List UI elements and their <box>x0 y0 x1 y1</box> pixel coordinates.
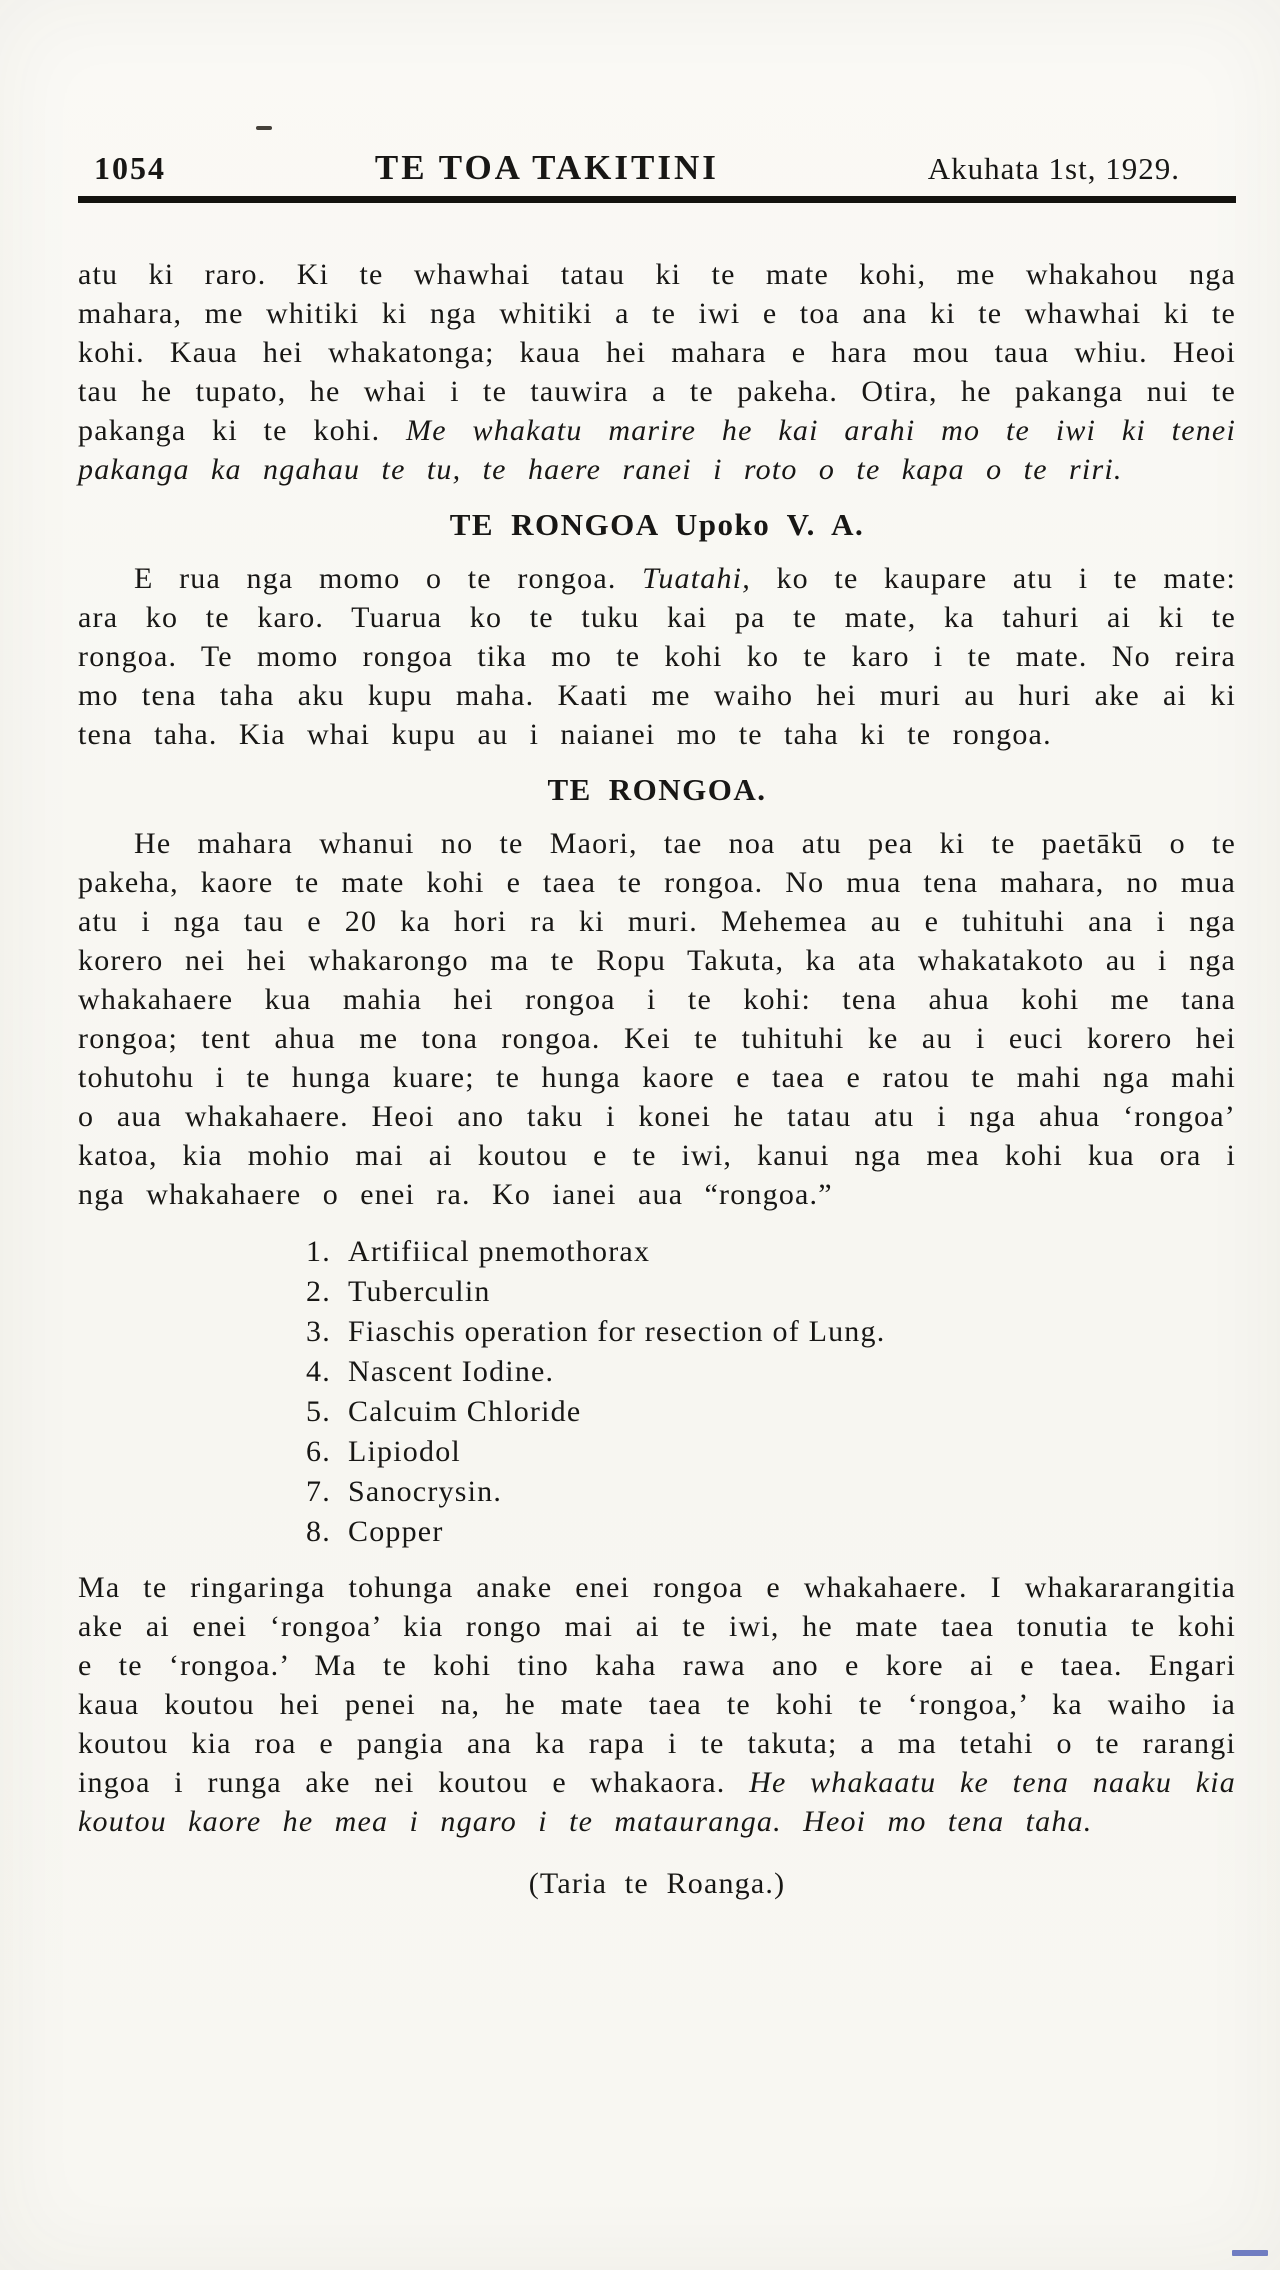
remedy-list <box>306 1232 1236 1552</box>
remedy-number: 1. <box>306 1235 331 1268</box>
continuation-note: (Taria te Roanga.) <box>528 1867 786 1900</box>
paragraph-text-italic: He whakaatu ke tena naaku kia koutou kaore he mea i ngaro i te matauranga. Heoi mo tena taha. <box>78 1766 1236 1838</box>
remedy-name: Tuberculin <box>348 1275 491 1308</box>
paragraph-closing <box>78 1568 1236 1841</box>
page-header <box>78 148 1236 188</box>
remedy-name: Sanocrysin. <box>348 1475 503 1508</box>
scan-mark-icon <box>1232 2250 1268 2256</box>
remedy-name: Nascent Iodine. <box>348 1355 555 1388</box>
remedy-list-item <box>306 1232 1236 1272</box>
section-heading-rongoa: TE RONGOA. <box>547 772 767 807</box>
paragraph-text: Ma te ringaringa tohunga anake enei rongoa e whakahaere. I whakararangitia ake ai enei ‘rongoa’ kia rongo mai ai te iwi, he mate taea tonutia te kohi e te ‘rongoa.’ Ma te kohi tino kaha rawa ano e kore ai e taea. Engari kaua koutou hei penei na, he mate taea te kohi te ‘rongoa,’ ka waiho ia koutou kia roa e pangia ana ka rapa i te takuta; a ma tetahi o te rarangi ingoa i runga ake nei koutou e whakaora. <box>78 1571 1236 1799</box>
paragraph-rongoa-intro <box>78 559 1236 754</box>
paragraph-text: atu ki raro. Ki te whawhai tatau ki te mate kohi, me whakahou nga mahara, me whitiki ki nga whitiki a te iwi e toa ana ki te whawhai ki te kohi. Kaua hei whakatonga; kaua hei mahara e hara mou taua whiu. Heoi tau he tupato, he whai i te tauwira a te pakeha. Otira, he pakanga nui te pakanga ki te kohi. <box>78 258 1236 447</box>
remedy-number: 6. <box>306 1435 331 1468</box>
paragraph-rongoa: He mahara whanui no te Maori, tae noa atu pea ki te paetākū o te pakeha, kaore te mate kohi e taea te rongoa. No mua tena mahara, no mua atu i nga tau e 20 ka hori ra ki muri. Mehemea au e tuhituhi ana i nga korero nei hei whakarongo ma te Ropu Takuta, ka ata whakatakoto au i nga whakahaere kua mahia hei rongoa i te kohi: tena ahua kohi me tana rongoa; tent ahua me tona rongoa. Kei te tuhituhi ke au i euci korero hei tohutohu i te hunga kuare; te hunga kaore e taea e ratou te mahi nga mahi o aua whakahaere. Heoi ano taku i konei he tatau atu i nga ahua ‘rongoa’ katoa, kia mohio mai ai koutou e te iwi, kanui nga mea kohi kua ora i nga whakahaere o enei ra. Ko ianei aua “rongoa.” <box>78 827 1236 1211</box>
scan-speck-icon <box>256 126 272 130</box>
remedy-list-item <box>306 1312 1236 1352</box>
remedy-list-item <box>306 1432 1236 1472</box>
header-double-rule <box>78 196 1236 203</box>
remedy-number: 7. <box>306 1475 331 1508</box>
paragraph-text: E rua nga momo o te rongoa. <box>134 562 643 595</box>
journal-title: TE TOA TAKITINI <box>374 148 719 187</box>
paragraph-text-italic: Tuatahi, <box>642 562 751 595</box>
remedy-number: 5. <box>306 1395 331 1428</box>
remedy-number: 2. <box>306 1275 331 1308</box>
remedy-list-item <box>306 1392 1236 1432</box>
remedy-name: Calcuim Chloride <box>348 1395 582 1428</box>
remedy-name: Copper <box>348 1515 444 1548</box>
remedy-list-item <box>306 1472 1236 1512</box>
remedy-number: 3. <box>306 1315 331 1348</box>
remedy-list-item <box>306 1512 1236 1552</box>
paragraph-continuation <box>78 255 1236 489</box>
remedy-name: Artifiical pnemothorax <box>348 1235 651 1268</box>
page-number: 1054 <box>94 150 166 186</box>
section-heading-upoko: TE RONGOA Upoko V. A. <box>449 507 865 542</box>
remedy-list-item <box>306 1272 1236 1312</box>
paragraph-text: ko te kaupare atu i te mate: ara ko te karo. Tuarua ko te tuku kai pa te mate, ka tahuri ai ki te rongoa. Te momo rongoa tika mo te kohi ko te karo i te mate. No reira mo tena taha aku kupu maha. Kaati me waiho hei muri au huri ake ai ki tena taha. Kia whai kupu au i naianei mo te taha ki te rongoa. <box>78 562 1237 751</box>
paragraph-text-italic: Me whakatu marire he kai arahi mo te iwi ki tenei pakanga ka ngahau te tu, te haere ranei i roto o te kapa o te riri. <box>78 414 1236 486</box>
remedy-list-item <box>306 1352 1236 1392</box>
remedy-number: 4. <box>306 1355 331 1388</box>
remedy-name: Fiaschis operation for resection of Lung. <box>348 1315 886 1348</box>
issue-date: Akuhata 1st, 1929. <box>927 151 1180 186</box>
remedy-number: 8. <box>306 1515 331 1548</box>
article-body <box>78 255 1236 1901</box>
remedy-name: Lipiodol <box>348 1435 461 1468</box>
